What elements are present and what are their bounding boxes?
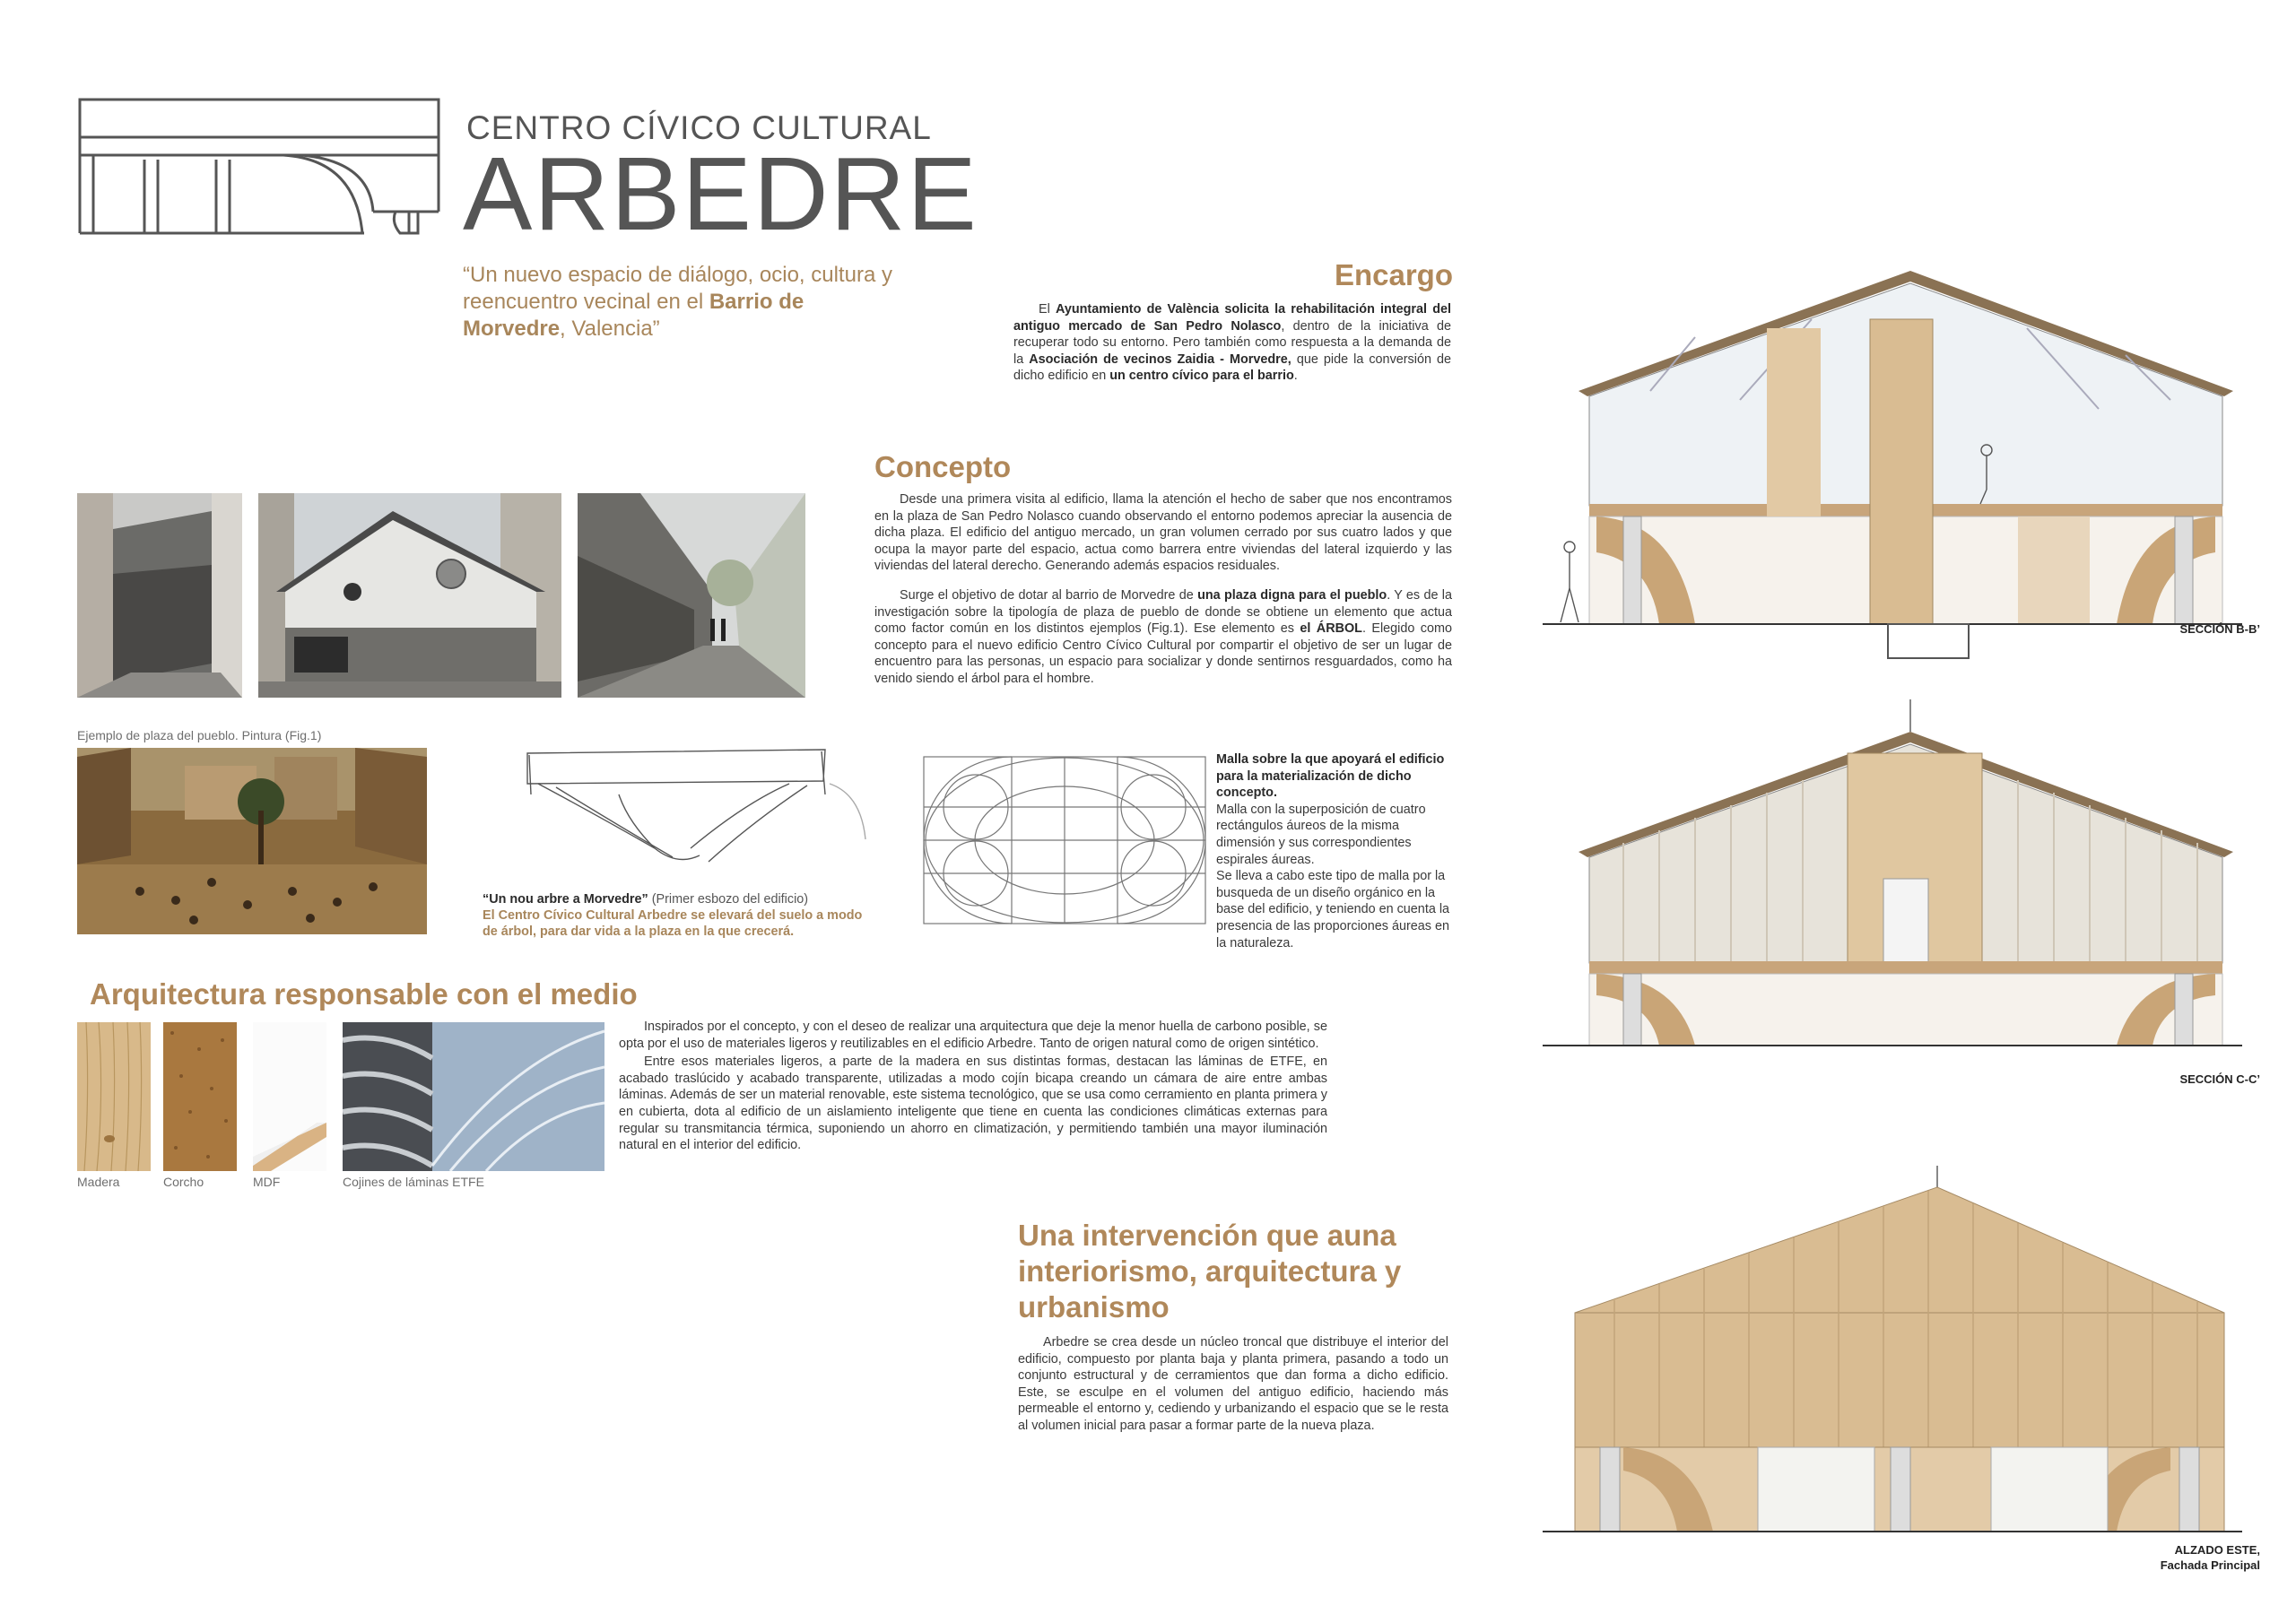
market-street-photo-1 (77, 493, 242, 698)
materials-heading: Arquitectura responsable con el medio (90, 977, 638, 1011)
section-b-label: SECCIÓN B-B’ (2179, 622, 2260, 636)
grid-description: Malla sobre la que apoyará el edificio para la materialización de dicho concepto. Malla con la superposición de cuatro rectángulos áureos de la misma dimensión y sus correspondientes espirales áureas. Se lleva a cabo este tipo de malla por la busqueda de un diseño orgánico en la base del edificio, y teniendo en cuenta la presencia de las proporciones áureas en la naturaleza. (1216, 752, 1450, 950)
page-title: ARBEDRE (463, 135, 978, 252)
encargo-heading: Encargo (1334, 258, 1453, 291)
east-elevation-drawing (1543, 1166, 2242, 1542)
concepto-heading: Concepto (874, 450, 1012, 483)
page-subtitle: CENTRO CÍVICO CULTURAL (466, 109, 932, 146)
sketch-caption: “Un nou arbre a Morvedre” (Primer esbozo del edificio) El Centro Cívico Cultural Arbedre se elevará del suelo a modo de árbol, para dar vida a la plaza en la que crecerá. (483, 892, 863, 939)
encargo-text: El Ayuntamiento de València solicita la rehabilitación integral del antiguo mercado de San Pedro Nolasco, dentro de la iniciativa de recuperar todo su entorno. Pero también como respuesta a la demanda de la Asociación de vecinos Zaidia - Morvedre, que pide la conversión de dicho edificio en un centro cívico para el barrio. (1013, 302, 1452, 384)
painting-caption: Ejemplo de plaza del pueblo. Pintura (Fig.1) (77, 728, 322, 742)
material-label-mdf: MDF (253, 1175, 281, 1189)
village-square-painting (77, 748, 427, 934)
elevation-label: ALZADO ESTE, Fachada Principal (2160, 1543, 2260, 1572)
material-swatch-wood (77, 1022, 151, 1171)
section-c-drawing (1543, 699, 2242, 1071)
logo-mark (77, 97, 441, 237)
materials-text: Inspirados por el concepto, y con el deseo de realizar una arquitectura que deje la menor huella de carbono posible, se opta por el uso de materiales ligeros y reutilizables en el edificio Arbedre. Tanto de origen natural como de origen sintético. Entre esos materiales ligeros, a parte de la madera en sus distintas formas, destacan las láminas de ETFE, en acabado traslúcido y acabado transparente, utilizadas a modo cojín bicapa creando un cámara de aire entre ambas láminas. Además de ser un material renovable, este sistema tecnológico, que se usa como cerramiento en planta primera y en cubierta, dota al edificio de un aislamiento inteligente que tiene en cuenta las condiciones climáticas externas para regular su transmitancia térmica, suponiendo un ahorro en climatización, y permitiendo también una mayor iluminación natural en el interior del edificio. (619, 1020, 1327, 1153)
material-swatch-etfe (343, 1022, 604, 1171)
material-swatch-mdf (253, 1022, 326, 1171)
section-b-drawing (1543, 265, 2242, 664)
market-street-photo-2 (578, 493, 805, 698)
intervention-text: Arbedre se crea desde un núcleo troncal que distribuye el interior del edificio, compuesto por planta baja y planta primera, pasando a todo un conjunto estructural y de cerramientos que dan forma a dicho edificio. Este, se esculpe en el volumen del antiguo edificio, haciendo más permeable el entorno y, cediendo y urbanizando el espacio que se le resta al volumen inicial para pasar a formar parte de la nueva plaza. (1018, 1335, 1448, 1433)
golden-grid-diagram (922, 755, 1207, 925)
material-label-wood: Madera (77, 1175, 120, 1189)
concept-sketch (520, 741, 870, 875)
market-facade-photo (258, 493, 561, 698)
section-c-label: SECCIÓN C-C’ (2179, 1072, 2260, 1086)
material-swatch-cork (163, 1022, 237, 1171)
material-label-etfe: Cojines de láminas ETFE (343, 1175, 484, 1189)
header-quote: “Un nuevo espacio de diálogo, ocio, cultura y reencuentro vecinal en el Barrio de Morvedre, Valencia” (463, 263, 892, 341)
material-label-cork: Corcho (163, 1175, 204, 1189)
intervention-heading: Una intervención que auna interiorismo, arquitectura y urbanismo (1018, 1219, 1402, 1324)
concepto-text: Desde una primera visita al edificio, llama la atención el hecho de saber que nos encontramos en la plaza de San Pedro Nolasco cuando observando el entorno podemos apreciar la ausencia de dicha plaza. El edificio del antiguo mercado, un gran volumen cerrado por sus cuatro lados y que ocupa la mayor parte del espacio, actua como barrera entre viviendas del lateral izquierdo y las viviendas del lateral derecho. Generando además espacios residuales. Surge el objetivo de dotar al barrio de Morvedre de una plaza digna para el pueblo. Y es de la investigación sobre la tipología de plaza de pueblo de donde se obtiene un elemento que actua como factor común en los distintos ejemplos (Fig.1). Ese elemento es el ÁRBOL. Elegido como concepto para el nuevo edificio Centro Cívico Cultural por compartir el objetivo de ser un lugar de encuentro para las personas, un espacio para socializar y donde sentirnos resguardados, como ha venido siendo el árbol para el hombre. (874, 492, 1452, 686)
